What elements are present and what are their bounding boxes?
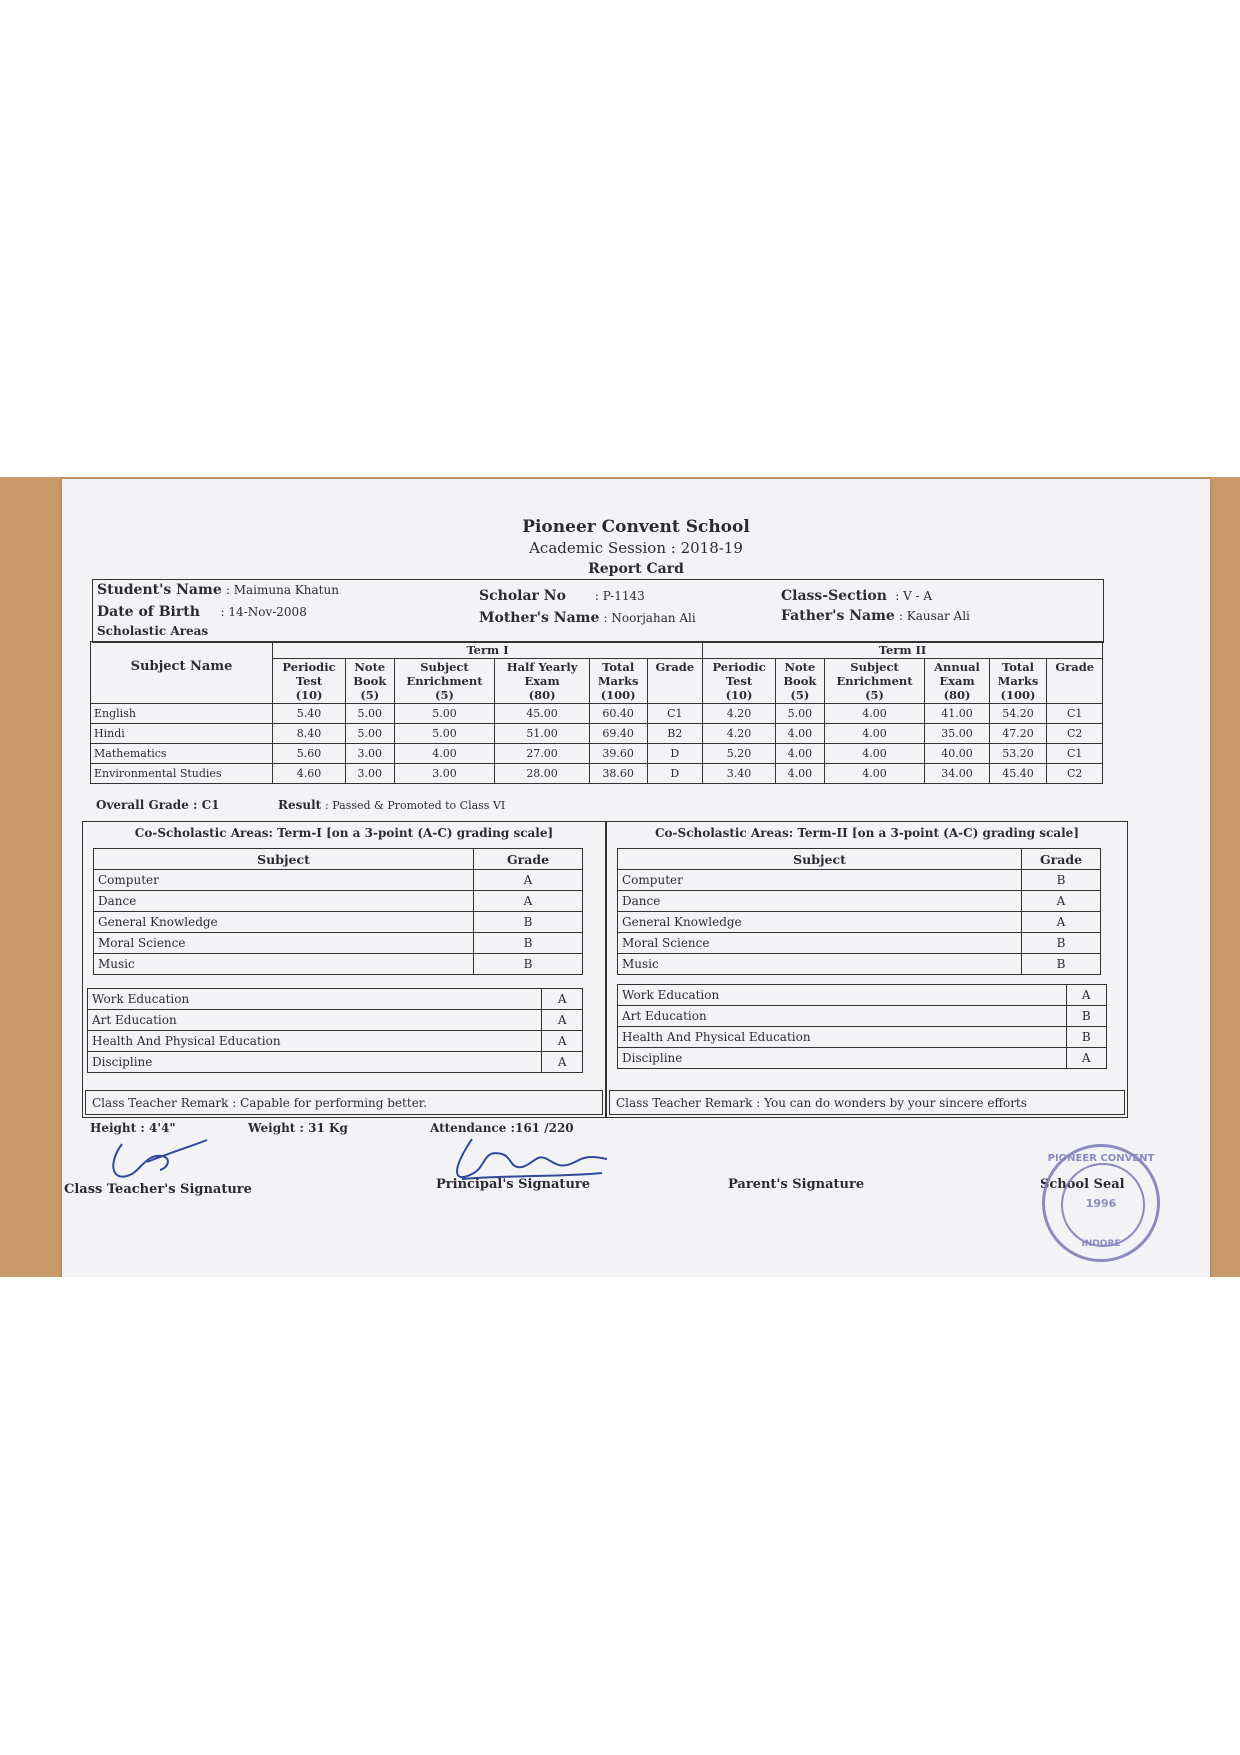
term2-col-header-line: Grade (1055, 660, 1095, 674)
school-seal-label: School Seal (1040, 1177, 1125, 1192)
father-name-label: Father's Name (781, 608, 895, 624)
co-subject-cell: Music (618, 954, 1022, 975)
marks-cell: 34.00 (925, 764, 989, 784)
co-term1-remark: Class Teacher Remark : Capable for performing better. (85, 1090, 603, 1115)
term2-col-header (1047, 659, 1103, 704)
father-name-value: : Kausar Ali (898, 609, 970, 623)
marks-cell: 60.40 (589, 704, 647, 724)
class-teacher-signature-label: Class Teacher's Signature (64, 1182, 252, 1197)
marks-cell: 8.40 (273, 724, 346, 744)
term2-col-header-line: (5) (790, 688, 810, 702)
term2-col-header-line: Book (783, 674, 817, 688)
term2-col-header-line: Total (1001, 660, 1035, 674)
marks-cell: 4.00 (776, 744, 825, 764)
marks-cell: 5.20 (703, 744, 776, 764)
marks-row (91, 704, 1103, 724)
mother-name-label: Mother's Name (479, 610, 600, 626)
report-card-sheet (62, 479, 1210, 1277)
marks-cell: 5.00 (394, 704, 495, 724)
co-subject-cell: Dance (94, 891, 474, 912)
term1-col-header-line: (80) (528, 688, 556, 702)
term1-col-header-line: Subject (420, 660, 469, 674)
seal-bottom-text: INDORE (1081, 1239, 1121, 1249)
marks-cell: 35.00 (925, 724, 989, 744)
marks-cell: 3.00 (394, 764, 495, 784)
term2-col-header-line: Exam (939, 674, 975, 688)
marks-cell: C2 (1047, 764, 1103, 784)
co-grade-cell: A (1022, 891, 1101, 912)
term2-col-header-line: Periodic (712, 660, 766, 674)
term2-col-header-line: Test (725, 674, 753, 688)
marks-cell: 4.00 (824, 744, 925, 764)
co-grade-cell: B (1022, 933, 1101, 954)
principal-signature-label: Principal's Signature (436, 1177, 591, 1192)
term1-col-header-line: Grade (655, 660, 695, 674)
class-section-label: Class-Section (781, 588, 887, 604)
co-grade-cell: B (474, 954, 583, 975)
co-subject-cell: Health And Physical Education (618, 1027, 1067, 1048)
overall-grade: Overall Grade : C1 (96, 798, 220, 812)
term1-col-header-line: Marks (597, 674, 639, 688)
marks-cell: 51.00 (495, 724, 589, 744)
result-value: : Passed & Promoted to Class VI (325, 799, 506, 812)
marks-row (91, 744, 1103, 764)
co-row (618, 891, 1101, 912)
co-row (88, 1010, 583, 1031)
term1-col-header-line: Periodic (282, 660, 336, 674)
student-name-field (97, 582, 339, 598)
scholastic-areas-label: Scholastic Areas (97, 624, 209, 638)
co-subject-cell: Dance (618, 891, 1022, 912)
marks-cell: C1 (647, 704, 702, 724)
co-subject-cell: Art Education (618, 1006, 1067, 1027)
co-row (618, 1006, 1107, 1027)
mother-name-value: : Noorjahan Ali (603, 611, 696, 625)
height-field: Height : 4'4" (90, 1121, 176, 1135)
marks-cell: 5.60 (273, 744, 346, 764)
co-subject-cell: Moral Science (94, 933, 474, 954)
co-row (618, 912, 1101, 933)
term2-col-header (989, 659, 1047, 704)
term2-col-header-line: Marks (997, 674, 1039, 688)
subject-cell: English (91, 704, 273, 724)
co-grade-cell: A (542, 989, 583, 1010)
marks-cell: 4.00 (824, 724, 925, 744)
term2-col-header-line: (100) (1000, 688, 1036, 702)
seal-ring-text: PIONEER CONVENT (1047, 1153, 1155, 1164)
co-grade-cell: B (474, 933, 583, 954)
father-name-field (781, 608, 970, 624)
term1-col-header (647, 659, 702, 704)
class-section-value: : V - A (895, 589, 933, 603)
marks-cell: B2 (647, 724, 702, 744)
term2-header: Term II (703, 642, 1103, 659)
result-label: Result (278, 798, 322, 812)
co-row (94, 891, 583, 912)
scholar-no-label: Scholar No (479, 588, 566, 604)
co-subject-cell: Work Education (88, 989, 542, 1010)
marks-cell: 5.00 (776, 704, 825, 724)
co-row (94, 954, 583, 975)
student-name-label: Student's Name (97, 582, 222, 598)
term1-col-header-line: Exam (524, 674, 560, 688)
co-row (618, 985, 1107, 1006)
co-row (94, 933, 583, 954)
co-grade-cell: A (474, 870, 583, 891)
term1-col-header (346, 659, 395, 704)
term1-col-header-line: Book (353, 674, 387, 688)
marks-cell: 3.00 (346, 764, 395, 784)
co-subject-cell: Discipline (88, 1052, 542, 1073)
term2-col-header (824, 659, 925, 704)
marks-cell: 41.00 (925, 704, 989, 724)
term1-col-header-line: Note (354, 660, 386, 674)
term1-col-header-line: Enrichment (406, 674, 483, 688)
attendance-field: Attendance :161 /220 (430, 1121, 574, 1135)
student-info-box (92, 579, 1104, 643)
co-subject-cell: Health And Physical Education (88, 1031, 542, 1052)
term2-col-header (703, 659, 776, 704)
term1-col-header (589, 659, 647, 704)
co-row (88, 1031, 583, 1052)
co-row (94, 870, 583, 891)
marks-cell: 4.00 (824, 704, 925, 724)
co-subject-cell: Computer (618, 870, 1022, 891)
marks-cell: 3.40 (703, 764, 776, 784)
marks-row (91, 764, 1103, 784)
co-grade-cell: A (1022, 912, 1101, 933)
scholar-no-field (479, 588, 645, 604)
marks-row (91, 724, 1103, 744)
co-grade-cell: B (1066, 1006, 1106, 1027)
class-section-field (781, 588, 932, 604)
term2-col-header-line: (80) (943, 688, 971, 702)
subject-name-header: Subject Name (91, 642, 273, 704)
marks-cell: 4.00 (776, 764, 825, 784)
co-term1-grade-header: Grade (474, 849, 583, 870)
co-grade-cell: A (474, 891, 583, 912)
dob-value: : 14-Nov-2008 (220, 605, 307, 619)
co-grade-cell: B (1022, 954, 1101, 975)
marks-cell: 69.40 (589, 724, 647, 744)
marks-cell: 4.00 (776, 724, 825, 744)
co-subject-cell: Work Education (618, 985, 1067, 1006)
marks-cell: 45.40 (989, 764, 1047, 784)
marks-cell: C1 (1047, 744, 1103, 764)
marks-cell: 4.20 (703, 724, 776, 744)
term2-col-header (925, 659, 989, 704)
co-term1-subject-header: Subject (94, 849, 474, 870)
co-subject-cell: Computer (94, 870, 474, 891)
term1-col-header-line: (5) (360, 688, 380, 702)
school-seal-stamp (1042, 1144, 1160, 1262)
co-term1-table-2 (87, 988, 583, 1073)
co-grade-cell: B (474, 912, 583, 933)
term2-col-header-line: (5) (865, 688, 884, 702)
marks-cell: 40.00 (925, 744, 989, 764)
student-name-value: : Maimuna Khatun (225, 583, 339, 597)
marks-cell: 39.60 (589, 744, 647, 764)
co-grade-cell: A (542, 1031, 583, 1052)
co-grade-cell: A (1066, 1048, 1106, 1069)
co-grade-cell: A (1066, 985, 1106, 1006)
co-subject-cell: General Knowledge (618, 912, 1022, 933)
co-row (618, 1027, 1107, 1048)
co-scholastic-term2-box (606, 821, 1128, 1118)
parent-signature-label: Parent's Signature (728, 1177, 865, 1192)
co-term2-table-2 (617, 984, 1107, 1069)
co-subject-cell: Moral Science (618, 933, 1022, 954)
academic-session: Academic Session : 2018-19 (529, 539, 743, 557)
co-grade-cell: A (542, 1052, 583, 1073)
term1-col-header-line: Half Yearly (506, 660, 578, 674)
co-row (618, 870, 1101, 891)
marks-cell: 27.00 (495, 744, 589, 764)
mother-name-field (479, 610, 696, 626)
document-title: Report Card (588, 561, 684, 577)
co-term1-title: Co-Scholastic Areas: Term-I [on a 3-point (A-C) grading scale] (134, 826, 554, 840)
marks-cell: 4.60 (273, 764, 346, 784)
marks-cell: 5.00 (346, 724, 395, 744)
seal-center-text: 1996 (1085, 1197, 1117, 1210)
marks-cell: 28.00 (495, 764, 589, 784)
term2-col-header-line: Annual (934, 660, 980, 674)
weight-field: Weight : 31 Kg (248, 1121, 348, 1135)
co-grade-cell: B (1066, 1027, 1106, 1048)
marks-cell: 5.40 (273, 704, 346, 724)
co-term2-grade-header: Grade (1022, 849, 1101, 870)
term1-col-header-line: (5) (435, 688, 454, 702)
page-bottom-whitespace (0, 1277, 1240, 1755)
co-term2-title: Co-Scholastic Areas: Term-II [on a 3-point (A-C) grading scale] (655, 826, 1079, 840)
school-name: Pioneer Convent School (522, 517, 750, 537)
co-subject-cell: Art Education (88, 1010, 542, 1031)
marks-cell: 47.20 (989, 724, 1047, 744)
marks-cell: 4.00 (824, 764, 925, 784)
marks-cell: 54.20 (989, 704, 1047, 724)
co-term1-table (93, 848, 583, 975)
marks-cell: D (647, 744, 702, 764)
term1-col-header (495, 659, 589, 704)
co-term2-table (617, 848, 1101, 975)
marks-cell: 45.00 (495, 704, 589, 724)
term1-col-header-line: Test (295, 674, 323, 688)
term1-col-header-line: (100) (600, 688, 636, 702)
co-row (88, 1052, 583, 1073)
dob-field (97, 604, 307, 620)
term1-col-header-line: (10) (295, 688, 323, 702)
marks-cell: C1 (1047, 704, 1103, 724)
marks-cell: 5.00 (346, 704, 395, 724)
term1-header: Term I (273, 642, 703, 659)
co-row (88, 989, 583, 1010)
co-row (618, 954, 1101, 975)
co-subject-cell: Discipline (618, 1048, 1067, 1069)
marks-cell: 53.20 (989, 744, 1047, 764)
term1-col-header (394, 659, 495, 704)
marks-cell: 5.00 (394, 724, 495, 744)
result-field (278, 798, 505, 812)
marks-cell: C2 (1047, 724, 1103, 744)
co-subject-cell: General Knowledge (94, 912, 474, 933)
co-scholastic-term1-box (82, 821, 606, 1118)
subject-cell: Environmental Studies (91, 764, 273, 784)
marks-cell: 38.60 (589, 764, 647, 784)
term1-col-header (273, 659, 346, 704)
term2-col-header (776, 659, 825, 704)
co-row (618, 1048, 1107, 1069)
co-subject-cell: Music (94, 954, 474, 975)
marks-cell: 4.00 (394, 744, 495, 764)
co-grade-cell: A (542, 1010, 583, 1031)
marks-cell: 4.20 (703, 704, 776, 724)
co-grade-cell: B (1022, 870, 1101, 891)
marks-cell: D (647, 764, 702, 784)
co-row (618, 933, 1101, 954)
scholar-no-value: : P-1143 (594, 589, 645, 603)
co-row (94, 912, 583, 933)
term2-col-header-line: Note (784, 660, 816, 674)
subject-cell: Hindi (91, 724, 273, 744)
subject-cell: Mathematics (91, 744, 273, 764)
term2-col-header-line: Subject (850, 660, 899, 674)
scholastic-marks-table (90, 641, 1103, 784)
co-term2-remark: Class Teacher Remark : You can do wonders by your sincere efforts (609, 1090, 1125, 1115)
marks-cell: 3.00 (346, 744, 395, 764)
co-term2-subject-header: Subject (618, 849, 1022, 870)
term2-col-header-line: Enrichment (836, 674, 913, 688)
dob-label: Date of Birth (97, 604, 200, 620)
term1-col-header-line: Total (602, 660, 635, 674)
term2-col-header-line: (10) (725, 688, 753, 702)
